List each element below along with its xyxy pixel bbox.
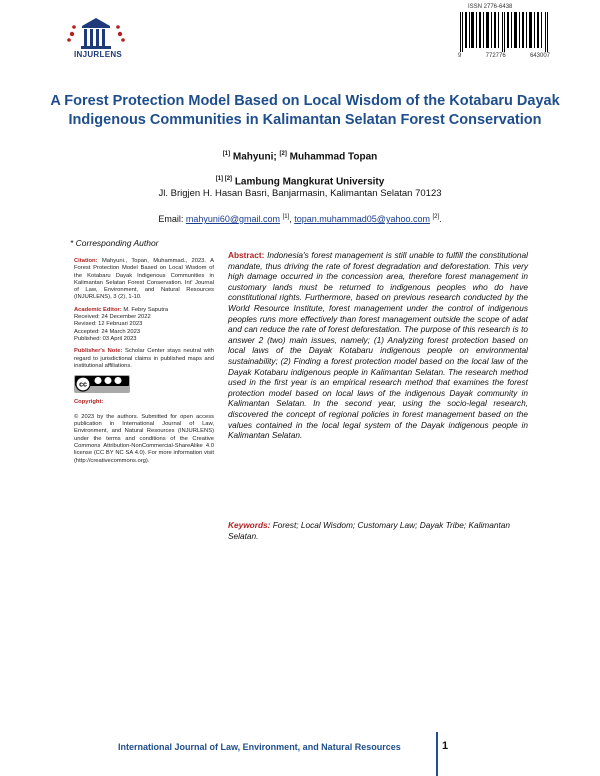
author-1: Mahyuni; [232,151,277,163]
barcode-digit-2: 772776 [485,53,506,59]
cc-license-icon[interactable] [74,375,130,393]
authors-line [0,151,600,162]
svg-text:cc: cc [79,381,87,389]
affiliation-mark: [1] [2] [215,176,233,182]
published-date: Published: 03 April 2023 [74,335,137,342]
corresponding-author-note: * Corresponding Author [70,238,159,248]
article-info-sidebar [74,258,214,470]
author-1-mark: [1] [222,151,231,157]
copyright-text: © 2023 by the authors. Submitted for open access publication in International Journal of Law, Environment, and Natural Resources (INJURLENS) under the terms and conditions of the Creative Commons Attribution-NonCommercial-ShareAlike 4.0 license (CC BY NC SA 4.0). For more information visit (http://creativecommons.org). [74,413,214,464]
keywords-block [228,520,528,541]
keywords-text: Forest; Local Wisdom; Customary Law; Dayak Tribe; Kalimantan Selatan. [228,520,510,541]
publisher-note-label: Publisher's Note: [74,348,123,355]
email-link-2[interactable]: topan.muhammad05@yahoo.com [294,214,430,224]
university-line [0,176,600,187]
author-2: Muhammad Topan [289,151,378,163]
barcode-digits [458,53,550,59]
citation-label: Citation: [74,258,98,264]
editor-label: Academic Editor: [74,306,122,313]
editor-name: M. Febry Saputra [123,306,169,313]
email-label: Email: [158,214,184,224]
paper-title: A Forest Protection Model Based on Local Wisdom of the Kotabaru Dayak Indigenous Communities in Kalimantan Selatan Forest Conservation [50,93,560,128]
abstract-label: Abstract: [228,250,265,260]
page-number: 1 [442,740,449,752]
university-address: Jl. Brigjen H. Hasan Basri, Banjarmasin, Kalimantan Selatan 70123 [158,188,442,199]
citation-block [74,258,214,302]
received-date: Received: 24 December 2022 [74,314,151,321]
footer-journal-name: International Journal of Law, Environment, and Natural Resources [118,742,401,752]
email-link-1[interactable]: mahyuni60@gmail.com [185,214,281,224]
abstract-text: Indonesia's forest management is still unable to fulfill the constitutional mandate, thus driving the rate of forest degradation and deforestation. This very high damage occurred in the concession area, therefore forest management in customary lands must be returned to indigenous peoples who do have constitutional rights. Furthermore, based on previous research conducted by the World Resource Institute, forest management under the control of indigenous peoples runs more effectively than forest management outside the scope of adat and can reduce the rate of forest deforestation. The purpose of this research is to answer 2 (two) main issues, namely; (1) Analyzing forest protection based on local laws of the Dayak Kotabaru indigenous people on environmental sustainability; (2) Finding a forest protection model based on the local law of the Dayak Kotabaru indigenous people in Kalimantan Selatan. The research method used in the first year is an empirical research method that examines the forest protection model based on local laws of the indigenous Dayak community in Kalimantan Selatan. In the second year, using the socio-legal research, discovered the concept of regional policies in forest management based on the values contained in the local legal system of the Dayak indigenous people in Kalimantan Selatan. [228,250,528,441]
footer-divider [436,732,438,776]
keywords-label: Keywords: [228,520,271,530]
citation-text: Mahyuni., Topan, Muhammad., 2023. A Forest Protection Model Based on Local Wisdom of the Kotabaru Dayak Indigenous Communities in Kalimantan Selatan Forest Conservation. Int' Journal of Law, Environment, and Natural Resources (INJURLENS), 3 (2), 1-10. [74,258,214,301]
dates-block [74,307,214,343]
email-line: Email: mahyuni60@gmail.com [1], topan.muhammad05@yahoo.com [2]. [158,214,442,224]
revised-date: Revised: 12 Februari 2023 [74,321,143,328]
email-2-mark: [2] [432,214,440,220]
publisher-note-text: Scholar Center stays neutral with regard to jurisdictional claims in published maps and institutional affiliations. [74,348,214,369]
barcode-digit-1: 9 [458,53,462,59]
publisher-note-block [74,348,214,370]
author-2-mark: [2] [279,151,287,157]
copyright-label: Copyright: [74,399,104,406]
logo-text: INJURLENS [74,50,123,59]
abstract-block [228,250,528,441]
barcode [458,12,550,52]
issn-label: ISSN 2776-6438 [468,4,513,10]
email-1-mark: [1] [282,214,290,220]
university-name: Lambung Mangkurat University [234,176,385,188]
copyright-block [74,399,214,465]
accepted-date: Accepted: 24 March 2023 [74,328,141,335]
barcode-digit-3: 643007 [529,53,550,59]
